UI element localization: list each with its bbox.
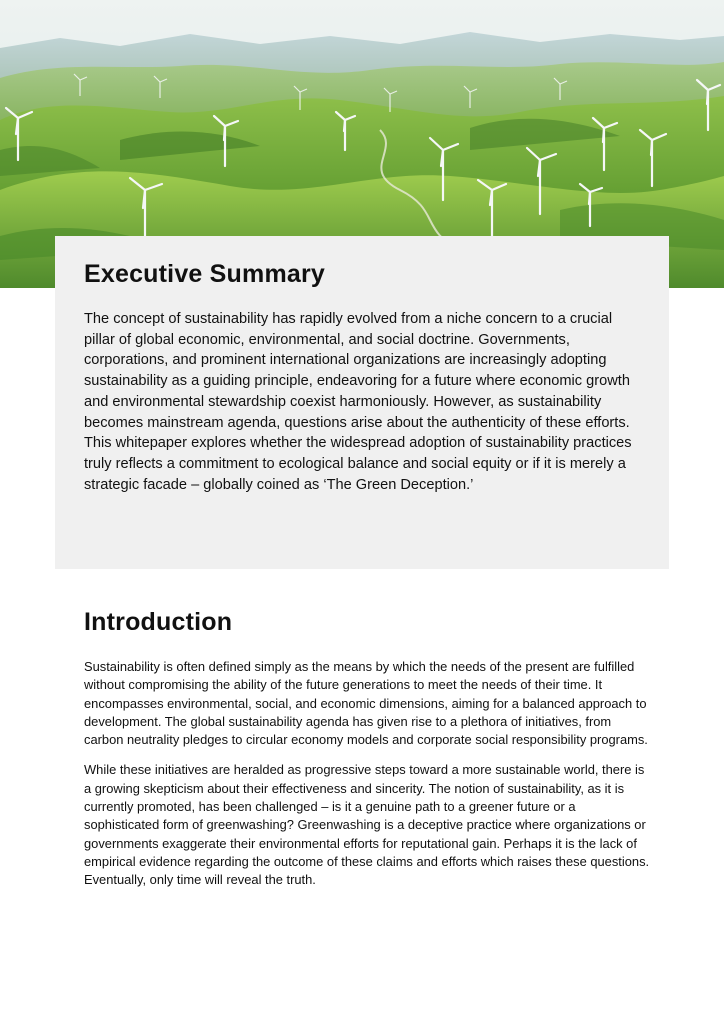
introduction-heading: Introduction	[84, 608, 233, 636]
introduction-paragraph: While these initiatives are heralded as progressive steps toward a more sustainable world, there is a growing skepticism about their effectiveness and sincerity. The notion of sustainability, as it is currently promoted, has been challenged – is it a genuine path to a greener future or a sophisticated form of greenwashing? Greenwashing is a deceptive practice where organizations or governments exaggerate their environmental efforts for reputational gain. Perhaps it is the lack of empirical evidence regarding the outcome of these claims and efforts which raises these questions. Eventually, only time will reveal the truth.	[84, 762, 650, 888]
executive-summary-text: The concept of sustainability has rapidly evolved from a niche concern to a crucial pillar of global economic, environmental, and social doctrine. Governments, corporations, and prominent international organizations are increasingly adopting sustainability as a guiding principle, endeavoring for a future where economic growth and environmental stewardship coexist harmoniously. However, as sustainability becomes mainstream agenda, questions arise about the authenticity of these efforts. This whitepaper explores whether the widespread adoption of sustainability practices truly reflects a commitment to ecological balance and social equity or if it is merely a strategic facade – globally coined as ‘The Green Deception.’	[84, 311, 632, 493]
introduction-paragraph: Sustainability is often defined simply as the means by which the needs of the present are fulfilled without compromising the ability of the future generations to meet the needs of their time. It encompasses environmental, social, and economic dimensions, aiming for a balanced approach to development. The global sustainability agenda has given rise to a plethora of initiatives, from carbon neutrality pledges to circular economy models and corporate social responsibility programs.	[84, 659, 648, 748]
executive-summary-heading: Executive Summary	[84, 260, 326, 288]
introduction-section	[84, 608, 654, 902]
executive-summary-panel	[55, 236, 669, 569]
